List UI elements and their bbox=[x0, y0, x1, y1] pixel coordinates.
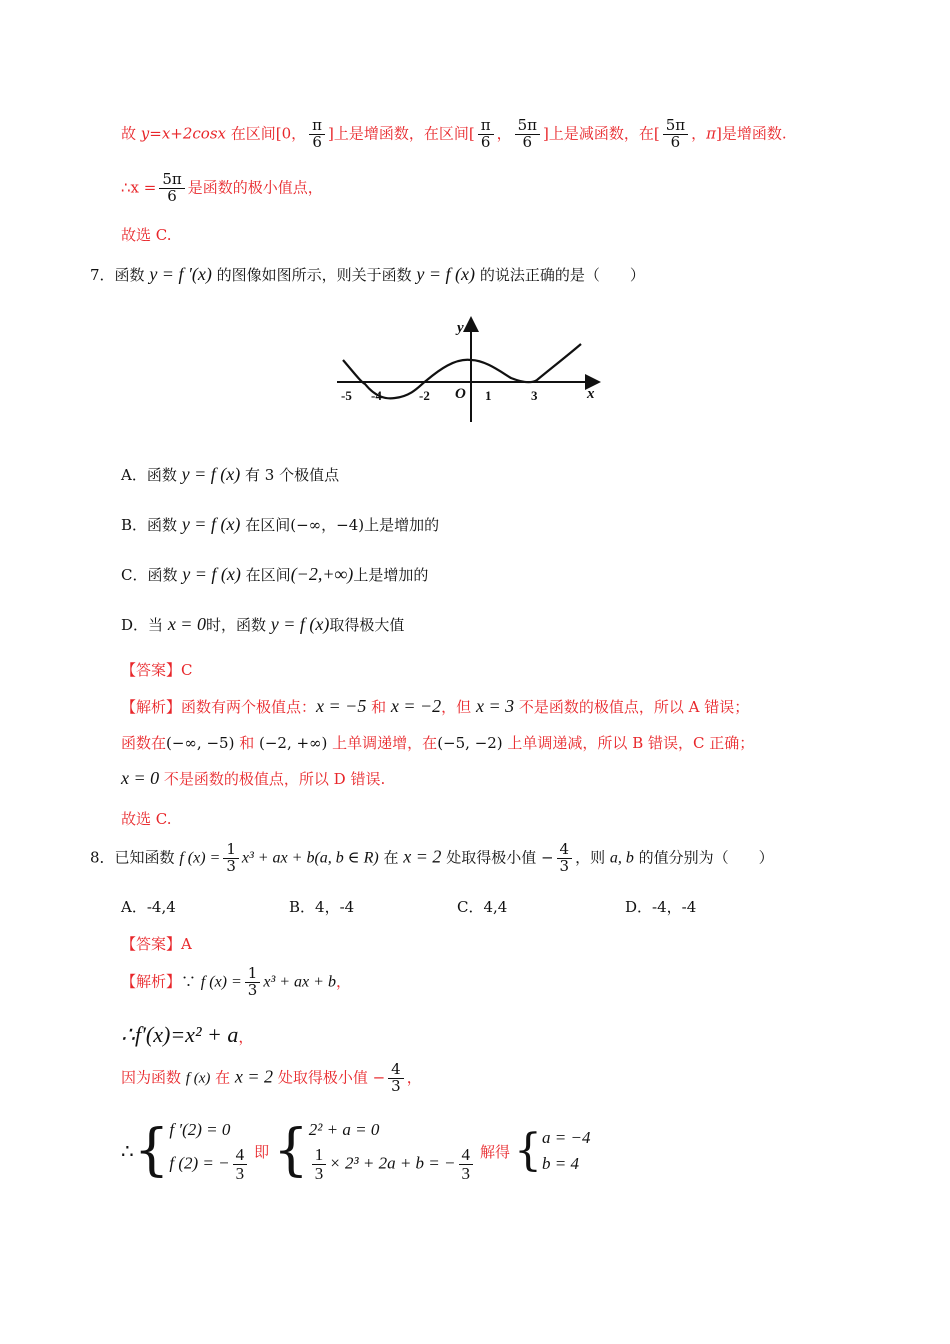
fraction-4-3 bbox=[233, 1146, 248, 1183]
q8-analysis-3 bbox=[121, 1062, 422, 1095]
num: 4 bbox=[459, 1146, 474, 1165]
den: 6 bbox=[670, 132, 681, 151]
equation: 2² + a = 0 bbox=[308, 1120, 380, 1139]
text: 时，函数 bbox=[205, 616, 266, 634]
q8-stem bbox=[90, 842, 774, 875]
num: 1 bbox=[312, 1146, 327, 1165]
expr: y = f (x) bbox=[181, 514, 241, 534]
text: 函数有两个极值点： bbox=[181, 698, 317, 716]
fraction-4-3 bbox=[557, 842, 573, 875]
q8-option-c: C．4,4 bbox=[457, 898, 508, 916]
text: 取得极大值 bbox=[329, 616, 405, 634]
den: 6 bbox=[522, 132, 533, 151]
interval: (−2, +∞) bbox=[258, 734, 328, 752]
tick-label: -5 bbox=[341, 388, 352, 403]
q7-option-b bbox=[121, 514, 439, 535]
expr: x = 2 bbox=[234, 1066, 274, 1087]
fraction-1-3 bbox=[245, 966, 261, 999]
den: 3 bbox=[391, 1076, 401, 1095]
expr: x = 2 bbox=[403, 846, 442, 867]
expr: a, b bbox=[609, 849, 634, 867]
expr: y = f (x) bbox=[270, 614, 330, 634]
text: 不是函数的极值点，所以 A 错误； bbox=[514, 698, 750, 716]
fraction-4-3 bbox=[388, 1062, 404, 1095]
expr: y = f ′(x) bbox=[149, 264, 212, 284]
expr: y=x+2cosx bbox=[140, 124, 226, 143]
q8-option-b: B．4，-4 bbox=[289, 898, 355, 916]
text: ， bbox=[691, 124, 707, 143]
expr: f (x) = bbox=[200, 973, 242, 991]
text: 解得 bbox=[480, 1142, 511, 1161]
left-brace: { bbox=[273, 1118, 309, 1184]
num: 5π bbox=[515, 118, 540, 135]
q7-choose: 故选 C. bbox=[121, 810, 172, 828]
den: 3 bbox=[559, 856, 570, 875]
q7-stem bbox=[90, 264, 645, 285]
q7-analysis-1 bbox=[121, 696, 749, 717]
den: 3 bbox=[235, 1163, 245, 1183]
text: ， bbox=[238, 1028, 254, 1046]
expr: f (x) bbox=[185, 1070, 211, 1087]
text: ]是增函数. bbox=[716, 124, 787, 143]
den: 3 bbox=[247, 980, 258, 999]
derivative-graph bbox=[335, 314, 605, 426]
origin-label: O bbox=[455, 386, 466, 402]
q7-answer: 【答案】C bbox=[121, 661, 193, 679]
text: 因为函数 bbox=[121, 1068, 186, 1087]
interval: (−5, −2) bbox=[437, 734, 503, 752]
fraction-pi-6 bbox=[478, 118, 494, 151]
fraction-5pi-6 bbox=[515, 118, 540, 151]
text: ，但 bbox=[441, 698, 476, 716]
pi: π bbox=[706, 124, 717, 143]
q8-derivative bbox=[121, 1022, 253, 1048]
text: 和 bbox=[234, 734, 259, 752]
text: ， bbox=[335, 972, 351, 991]
den: 3 bbox=[314, 1163, 324, 1183]
expr: y = f (x) bbox=[182, 564, 241, 584]
text: 上单调递减，所以 B 错误，C 正确； bbox=[502, 734, 755, 752]
system-2 bbox=[309, 1120, 476, 1183]
system-3 bbox=[542, 1128, 590, 1174]
num: π bbox=[309, 118, 325, 135]
q8-option-d: D．-4，-4 bbox=[625, 898, 697, 916]
num: 1 bbox=[245, 966, 261, 983]
expr: f (x) = bbox=[179, 849, 221, 867]
label: B．函数 bbox=[121, 516, 178, 534]
q6-line1 bbox=[121, 118, 787, 151]
text: 上是增加的 bbox=[364, 516, 440, 534]
text: 的值分别为（ ） bbox=[633, 848, 774, 867]
q6-line2 bbox=[121, 172, 323, 205]
num: 4 bbox=[233, 1146, 248, 1165]
den: 3 bbox=[226, 856, 236, 875]
fraction-4-3 bbox=[459, 1146, 474, 1183]
text: 函数在 bbox=[121, 734, 167, 752]
tick-label: 1 bbox=[485, 388, 492, 403]
tick-label: 3 bbox=[531, 388, 538, 403]
left-brace: { bbox=[514, 1125, 543, 1177]
text: 上是增加的 bbox=[353, 566, 429, 584]
den: 6 bbox=[312, 132, 322, 151]
text: 和 bbox=[366, 698, 391, 716]
q8-analysis-1 bbox=[121, 966, 351, 999]
text: 处取得极小值 − bbox=[441, 848, 554, 867]
text: ， bbox=[406, 1068, 422, 1087]
expr: x³ + ax + b(a, b ∈ R) bbox=[241, 849, 379, 867]
label: D．当 bbox=[121, 616, 164, 634]
equation: a = −4 bbox=[542, 1128, 591, 1148]
expr: ∴x = bbox=[121, 178, 157, 197]
num: 5π bbox=[159, 172, 184, 189]
left-brace: { bbox=[133, 1118, 170, 1184]
y-label: y bbox=[457, 320, 464, 336]
label: C．函数 bbox=[121, 566, 178, 584]
num: 1 bbox=[223, 842, 239, 859]
text: 故 bbox=[121, 124, 141, 143]
therefore-symbol: ∴ bbox=[121, 1139, 134, 1164]
expr: x = −2 bbox=[390, 696, 442, 716]
expr: y = f (x) bbox=[416, 264, 476, 284]
num: 4 bbox=[557, 842, 573, 859]
equation: × 2³ + 2a + b = − bbox=[329, 1153, 456, 1173]
label: A．函数 bbox=[121, 466, 177, 484]
equation: f ′(2) = 0 bbox=[169, 1120, 231, 1139]
expr: ∴f′(x)=x² + a bbox=[121, 1022, 239, 1047]
expr: x = 3 bbox=[475, 696, 515, 716]
q7-option-d bbox=[121, 614, 404, 635]
text: ]上是增函数，在区间[ bbox=[328, 124, 475, 143]
equation: f (2) = − bbox=[169, 1153, 230, 1173]
tick-label: -4 bbox=[371, 388, 382, 403]
text: 是函数的极小值点， bbox=[187, 178, 323, 197]
text: 在 bbox=[210, 1068, 235, 1087]
q7-analysis-2 bbox=[121, 732, 754, 753]
num: 5π bbox=[663, 118, 688, 135]
expr: x = −5 bbox=[316, 696, 367, 716]
q7-option-a bbox=[121, 464, 339, 485]
num: 4 bbox=[388, 1062, 404, 1079]
text: 在区间 bbox=[245, 566, 291, 584]
text: 处取得极小值 − bbox=[273, 1068, 386, 1087]
interval: (−2,+∞) bbox=[290, 564, 354, 584]
interval: (−∞, −5) bbox=[166, 734, 235, 752]
den: 6 bbox=[167, 186, 177, 205]
fraction-pi-6 bbox=[309, 118, 325, 151]
num: π bbox=[478, 118, 494, 135]
text: 7．函数 bbox=[90, 266, 150, 284]
q7-analysis-3 bbox=[121, 768, 385, 789]
text: 的图像如图所示，则关于函数 bbox=[211, 266, 417, 284]
text: ，则 bbox=[575, 848, 610, 867]
equation: b = 4 bbox=[542, 1154, 579, 1174]
text: 8．已知函数 bbox=[90, 848, 180, 867]
text: 即 bbox=[254, 1142, 270, 1161]
fraction-1-3 bbox=[312, 1146, 327, 1183]
expr: y = f (x) bbox=[181, 464, 241, 484]
tick-label: -2 bbox=[419, 388, 430, 403]
tag: 【解析】 bbox=[121, 972, 182, 991]
text: 有 3 个极值点 bbox=[245, 466, 340, 484]
symbol: ∵ bbox=[181, 972, 201, 991]
x-label: x bbox=[587, 386, 595, 402]
expr: x = 0 bbox=[121, 768, 160, 788]
q8-option-a: A．-4,4 bbox=[121, 898, 176, 916]
text: 的说法正确的是（ ） bbox=[475, 266, 645, 284]
fraction-1-3 bbox=[223, 842, 239, 875]
q6-choose: 故选 C. bbox=[121, 226, 172, 244]
interval: (−∞，−4) bbox=[290, 516, 365, 534]
expr: x³ + ax + b bbox=[263, 973, 336, 991]
q8-options bbox=[121, 896, 793, 917]
text: ]上是减函数，在[ bbox=[543, 124, 660, 143]
text: 上单调递增，在 bbox=[327, 734, 438, 752]
den: 6 bbox=[480, 132, 491, 151]
fraction-5pi-6 bbox=[159, 172, 184, 205]
fraction-5pi-6 bbox=[663, 118, 688, 151]
text: 在 bbox=[378, 848, 404, 867]
expr: x = 0 bbox=[167, 614, 206, 634]
text: ， bbox=[496, 124, 512, 143]
text: 在区间[0， bbox=[225, 124, 307, 143]
q8-system bbox=[121, 1120, 590, 1183]
system-1 bbox=[169, 1120, 250, 1183]
q8-answer: 【答案】A bbox=[121, 935, 192, 953]
den: 3 bbox=[461, 1163, 470, 1183]
text: 在区间 bbox=[245, 516, 291, 534]
tag: 【解析】 bbox=[121, 698, 182, 716]
q7-option-c bbox=[121, 564, 428, 585]
text: 不是函数的极值点，所以 D 错误. bbox=[159, 770, 386, 788]
